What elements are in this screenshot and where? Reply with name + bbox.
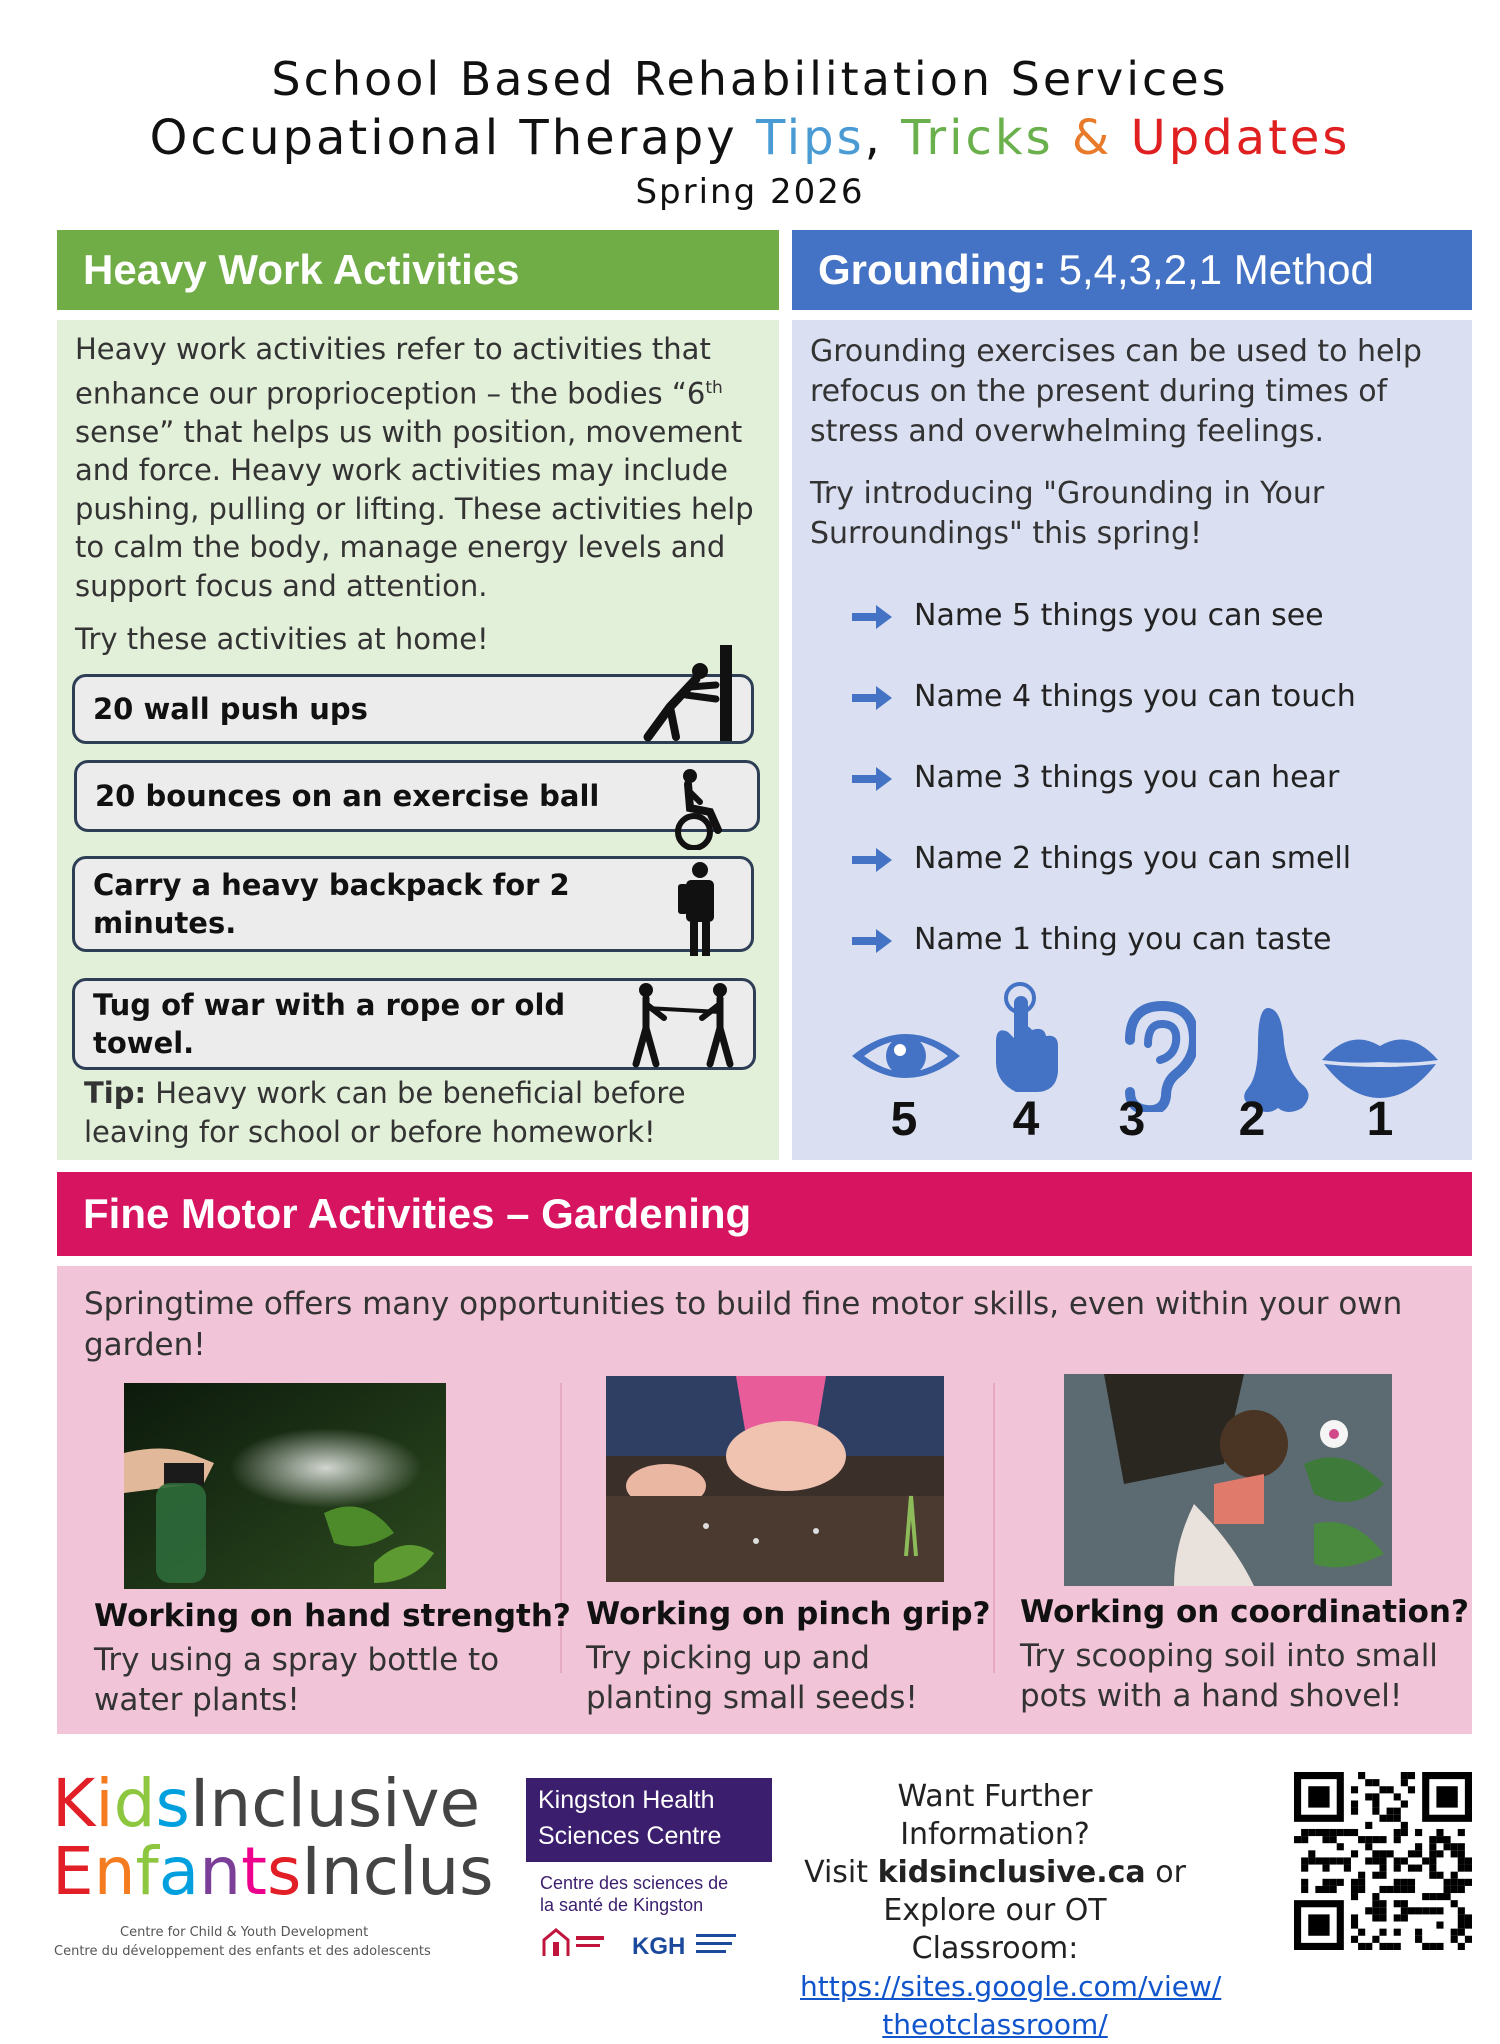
khsc-logo (526, 1778, 772, 1862)
grounding-step: Name 2 things you can smell (914, 841, 1352, 876)
arrow-right-icon (850, 926, 894, 956)
fine-motor-banner (57, 1172, 1472, 1256)
sense-number: 4 (1012, 1093, 1040, 1146)
activity-label: 20 bounces on an exercise ball (95, 779, 600, 813)
backpack-icon (672, 860, 728, 960)
arrow-right-icon (850, 602, 894, 632)
grounding-banner (792, 230, 1472, 310)
header-updates: Updates (1130, 110, 1351, 166)
heavy-work-title: Heavy Work Activities (83, 246, 520, 293)
info-line2 (800, 1854, 1190, 1892)
heavy-try-text: Try these activities at home! (75, 622, 489, 656)
fine-motor-intro: Springtime offers many opportunities to build fine motor skills, even within your own garden! (84, 1286, 1403, 1363)
activity-backpack (72, 856, 754, 952)
fine-item-heading: Working on pinch grip? (586, 1596, 991, 1632)
grounding-try-text: Try introducing "Grounding in Your Surroundings" this spring! (810, 476, 1325, 551)
tip-text: Heavy work can be beneficial before leaving for school or before homework! (84, 1076, 686, 1149)
khsc-fr-line1: Centre des sciences de (540, 1873, 729, 1893)
fine-item-text: Try scooping soil into small pots with a hand shovel! (1020, 1638, 1438, 1714)
grounding-step: Name 1 thing you can taste (914, 922, 1332, 957)
sense-number: 1 (1366, 1093, 1394, 1146)
grounding-step: Name 4 things you can touch (914, 679, 1356, 714)
activity-label: 20 wall push ups (93, 692, 368, 726)
grounding-step: Name 3 things you can hear (914, 760, 1340, 795)
info-or: or (1145, 1855, 1186, 1890)
header-prefix: Occupational Therapy (149, 110, 756, 166)
scooping-soil-photo (1064, 1374, 1392, 1586)
kids-sub-en: Centre for Child & Youth Development (120, 1925, 369, 1940)
kids-logo-line1: KidsInclusive (52, 1765, 481, 1842)
heavy-work-banner (57, 230, 779, 310)
info-line1: Want Further Information? (897, 1779, 1093, 1852)
qr-code-icon[interactable] (1294, 1772, 1472, 1950)
photo-divider (993, 1383, 995, 1673)
header-comma: , (864, 110, 902, 166)
info-site-link[interactable]: kidsinclusive.ca (877, 1855, 1146, 1890)
hospital-logos-icon (540, 1926, 760, 1960)
khsc-en-line1: Kingston Health (538, 1786, 715, 1814)
fine-motor-title: Fine Motor Activities – Gardening (83, 1190, 752, 1237)
header-tips: Tips (755, 110, 865, 166)
header-tricks: Tricks (901, 110, 1054, 166)
finger-touch-icon (986, 982, 1066, 1094)
info-line3: Explore our OT Classroom: (883, 1893, 1107, 1966)
tug-of-war-icon (624, 982, 744, 1068)
spray-bottle-photo (124, 1383, 446, 1589)
khsc-fr (540, 1872, 728, 1916)
arrow-right-icon (850, 845, 894, 875)
fine-item-text: Try picking up and planting small seeds! (586, 1640, 918, 1716)
grounding-step: Name 5 things you can see (914, 598, 1324, 633)
ot-link-line2[interactable]: theotclassroom/ (882, 2008, 1108, 2041)
header-season: Spring 2026 (635, 172, 865, 212)
sense-number: 2 (1238, 1093, 1266, 1146)
eye-icon (846, 1016, 966, 1100)
grounding-description: Grounding exercises can be used to help refocus on the present during times of stress and overwhelming feelings. (810, 334, 1422, 449)
kidsinclusive-logo (52, 1765, 494, 1910)
khsc-fr-line2: la santé de Kingston (540, 1895, 704, 1915)
exercise-ball-icon (668, 768, 728, 850)
header-line2 (0, 110, 1500, 166)
heavy-desc-part1: Heavy work activities refer to activities that enhance our proprioception – the bodies “6 (75, 332, 711, 411)
heavy-tip (84, 1074, 764, 1151)
heavy-desc-part2: sense” that helps us with position, movement and force. Heavy work activities may include pushing, pulling or lifting. These activities help to calm the body, manage energy levels and support focus and attention. (75, 414, 754, 603)
planting-seeds-photo (606, 1376, 944, 1582)
header-line1: School Based Rehabilitation Services (271, 52, 1229, 106)
arrow-right-icon (850, 683, 894, 713)
sense-number: 3 (1118, 1093, 1146, 1146)
fine-item-text: Try using a spray bottle to water plants! (94, 1642, 500, 1718)
kids-logo-line2: EnfantsInclus (52, 1833, 494, 1910)
activity-label: Carry a heavy backpack for 2 minutes. (93, 868, 570, 940)
ot-classroom-link[interactable] (800, 1968, 1222, 2044)
svg-text:KGH: KGH (632, 1933, 686, 1960)
activity-label: Tug of war with a rope or old towel. (93, 988, 566, 1060)
heavy-work-description (75, 330, 775, 605)
footer-info (800, 1778, 1222, 2044)
wall-push-icon (640, 645, 740, 745)
khsc-en-line2: Sciences Centre (538, 1822, 722, 1850)
grounding-title-bold: Grounding: (818, 246, 1047, 293)
fine-item-heading: Working on hand strength? (94, 1598, 571, 1634)
header-amp: & (1053, 110, 1131, 166)
kids-sub-fr: Centre du développement des enfants et des adolescents (54, 1944, 431, 1959)
tip-label: Tip: (84, 1076, 147, 1110)
info-visit: Visit (804, 1855, 878, 1890)
activity-exercise-ball (74, 760, 760, 832)
grounding-title-rest: 5,4,3,2,1 Method (1058, 246, 1374, 293)
heavy-desc-sup: th (705, 377, 723, 398)
ot-link-line1[interactable]: https://sites.google.com/view/ (800, 1970, 1222, 2003)
fine-item-heading: Working on coordination? (1020, 1594, 1469, 1630)
sense-number: 5 (890, 1093, 918, 1146)
arrow-right-icon (850, 764, 894, 794)
